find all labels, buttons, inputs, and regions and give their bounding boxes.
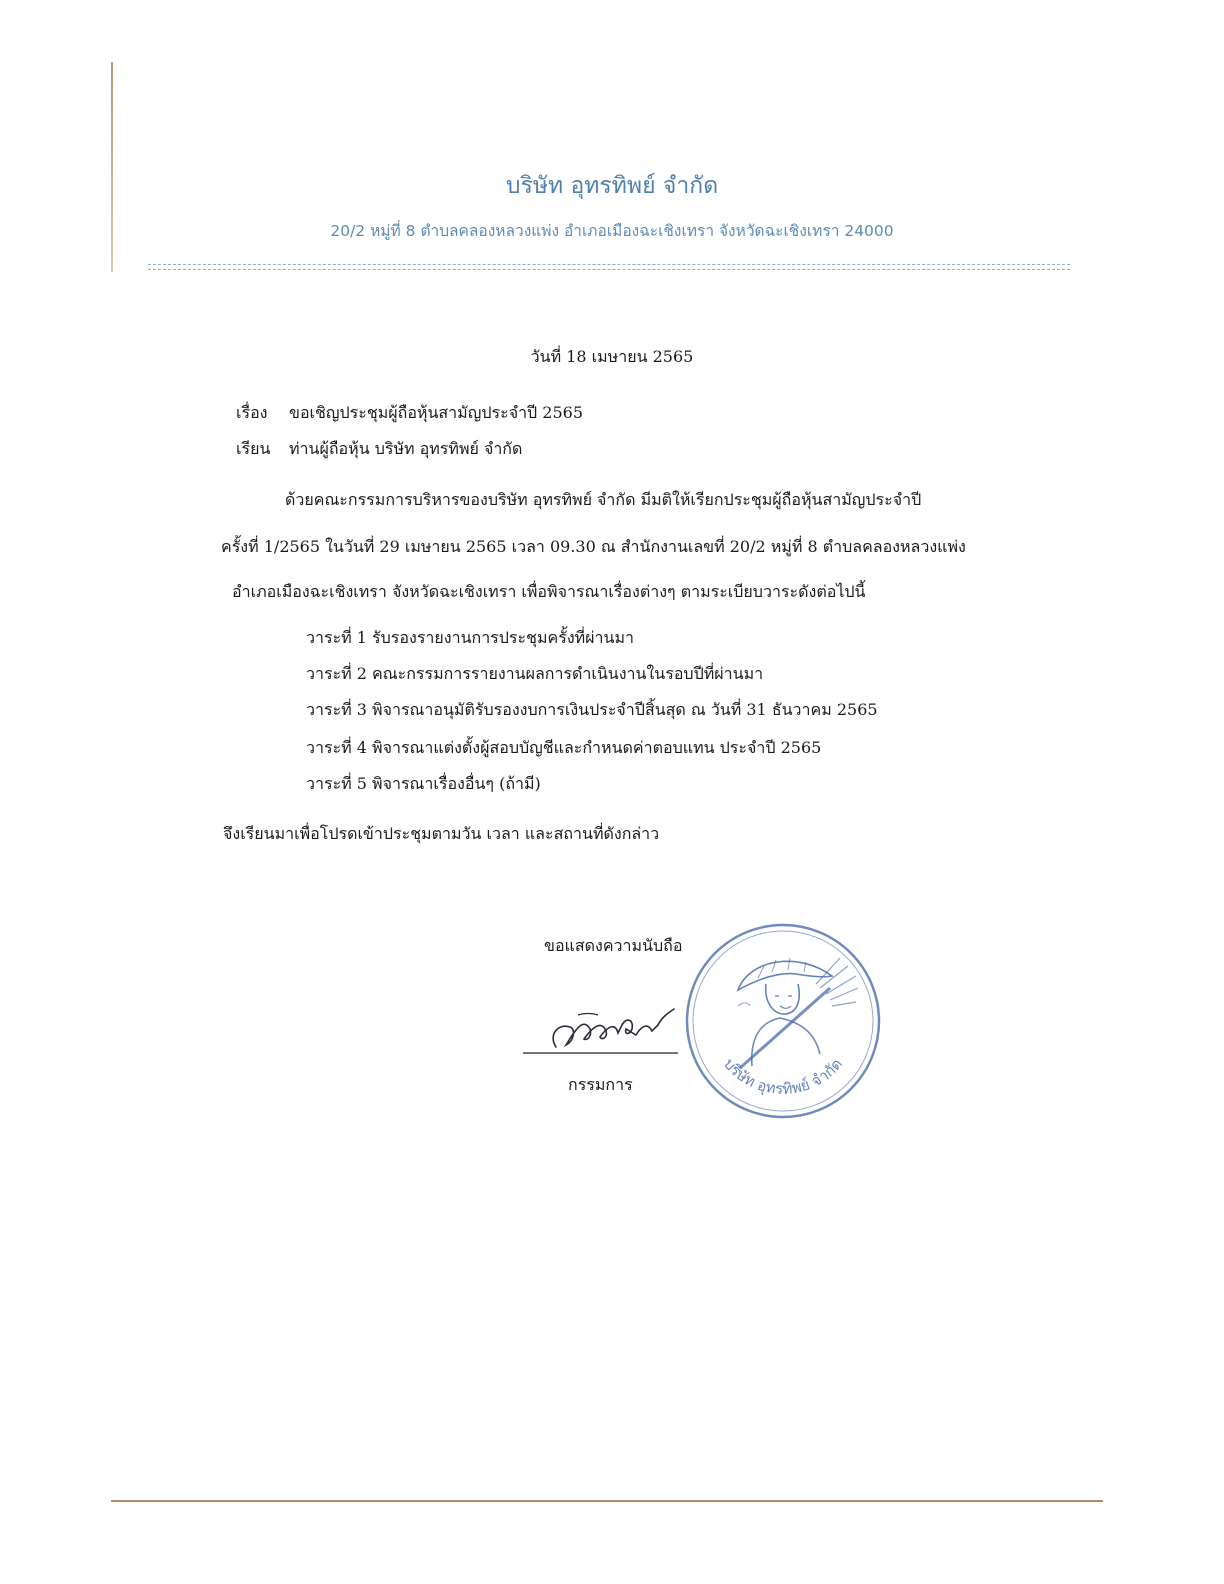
handwritten-signature <box>518 995 688 1065</box>
agenda-item-2: วาระที่ 2 คณะกรรมการรายงานผลการดำเนินงานในรอบปีที่ผ่านมา <box>306 664 764 683</box>
agenda-item-1: วาระที่ 1 รับรองรายงานการประชุมครั้งที่ผ่านมา <box>306 628 635 647</box>
recipient-text: ท่านผู้ถือหุ้น บริษัท อุทรทิพย์ จำกัด <box>289 439 523 458</box>
subject-row <box>236 401 583 426</box>
signer-title: กรรมการ <box>568 1075 633 1094</box>
closing-line: จึงเรียนมาเพื่อโปรดเข้าประชุมตามวัน เวลา และสถานที่ดังกล่าว <box>223 824 660 843</box>
body-paragraph-line: ด้วยคณะกรรมการบริหารของบริษัท อุทรทิพย์ จำกัด มีมติให้เรียกประชุมผู้ถือหุ้นสามัญประจำปี <box>285 490 922 509</box>
regards-text: ขอแสดงความนับถือ <box>544 936 683 955</box>
subject-text: ขอเชิญประชุมผู้ถือหุ้นสามัญประจำปี 2565 <box>289 403 584 422</box>
letter-date: วันที่ 18 เมษายน 2565 <box>530 347 694 366</box>
stamp-text: บริษัท อุทรทิพย์ จำกัด <box>719 1054 847 1098</box>
agenda-item-3: วาระที่ 3 พิจารณาอนุมัติรับรองงบการเงินประจำปีสิ้นสุด ณ วันที่ 31 ธันวาคม 2565 <box>306 700 878 719</box>
letterhead-company-name: บริษัท อุทรทิพย์ จำกัด <box>505 173 719 199</box>
agenda-item-4: วาระที่ 4 พิจารณาแต่งตั้งผู้สอบบัญชีและกำหนดค่าตอบแทน ประจำปี 2565 <box>306 738 822 757</box>
letterhead-address: 20/2 หมู่ที่ 8 ตำบลคลองหลวงแพ่ง อำเภอเมืองฉะเชิงเทรา จังหวัดฉะเชิงเทรา 24000 <box>330 222 894 240</box>
page-edge-bottom <box>111 1500 1103 1502</box>
subject-label: เรื่อง <box>236 403 268 422</box>
company-seal-stamp <box>680 918 886 1124</box>
letterhead-divider <box>148 264 1070 270</box>
body-paragraph-line: ครั้งที่ 1/2565 ในวันที่ 29 เมษายน 2565 เวลา 09.30 ณ สำนักงานเลขที่ 20/2 หมู่ที่ 8 ตำบลคลองหลวงแพ่ง <box>221 537 966 556</box>
agenda-item-5: วาระที่ 5 พิจารณาเรื่องอื่นๆ (ถ้ามี) <box>306 774 541 793</box>
recipient-row <box>236 437 522 462</box>
body-paragraph-line: อำเภอเมืองฉะเชิงเทรา จังหวัดฉะเชิงเทรา เพื่อพิจารณาเรื่องต่างๆ ตามระเบียบวาระดังต่อไปนี้ <box>232 582 866 601</box>
recipient-label: เรียน <box>236 439 271 458</box>
